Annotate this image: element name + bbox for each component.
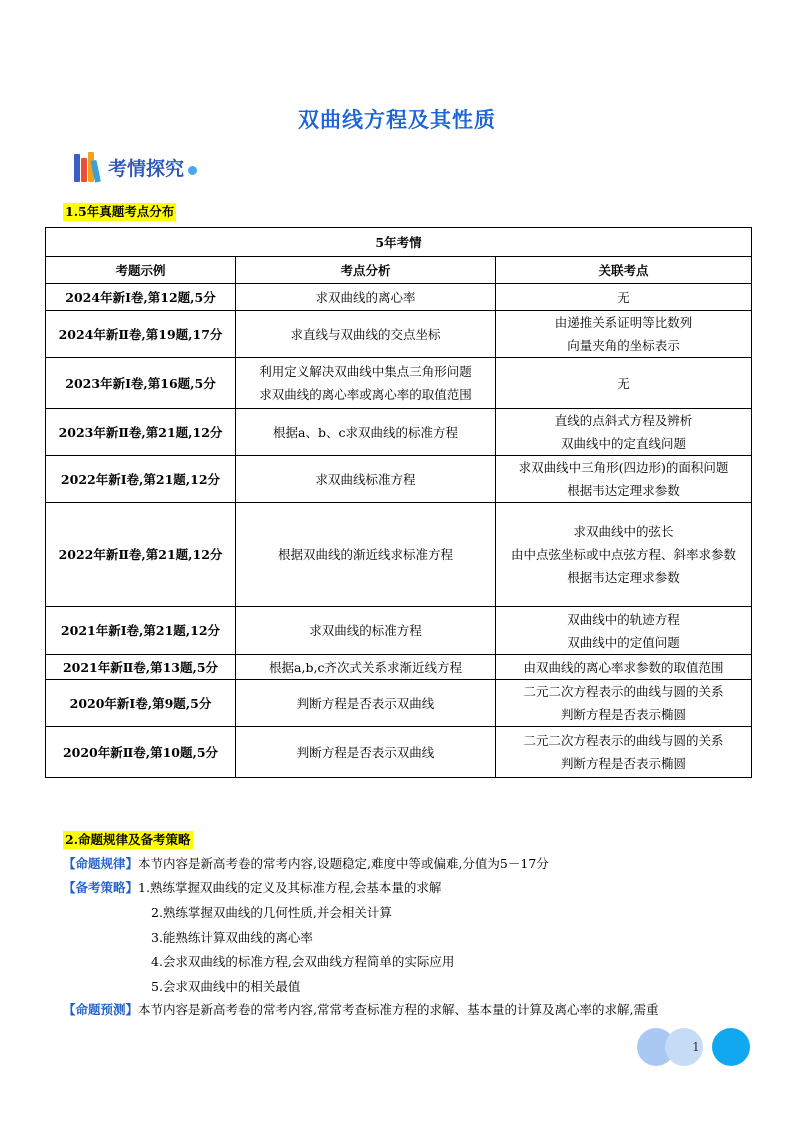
table-row: [46, 409, 752, 456]
related-cell: [496, 680, 752, 727]
exam-item: 2023年新Ⅰ卷,第16题,5分: [46, 358, 236, 409]
strategy-item: 4.会求双曲线的标准方程,会双曲线方程简单的实际应用: [151, 954, 455, 969]
related-text: 无: [617, 375, 630, 391]
predict-line: [63, 998, 763, 1021]
analysis-cell: [236, 655, 496, 680]
related-text: 二元二次方程表示的曲线与圆的关系: [523, 733, 724, 748]
dot-icon: [188, 166, 197, 175]
exam-item: 2020年新Ⅰ卷,第9题,5分: [46, 680, 236, 727]
table-row: [46, 503, 752, 607]
predict-tag: 【命题预测】: [63, 1002, 139, 1017]
table-header: 考点分析: [236, 257, 496, 284]
analysis-text: 根据a,b,c齐次式关系求渐近线方程: [269, 659, 462, 675]
exam-item: 2024年新Ⅱ卷,第19题,17分: [46, 311, 236, 358]
page-number: 1: [692, 1040, 700, 1054]
related-text: 向量夹角的坐标表示: [567, 338, 680, 353]
related-text: 二元二次方程表示的曲线与圆的关系: [523, 684, 724, 699]
section-header: [74, 150, 197, 184]
analysis-text: 求直线与双曲线的交点坐标: [290, 326, 441, 342]
related-text: 求双曲线中的弦长: [573, 524, 674, 539]
analysis-cell: [236, 607, 496, 655]
page-title: 双曲线方程及其性质: [298, 108, 496, 132]
subheading-1: 1.5年真题考点分布: [65, 204, 175, 219]
law-text: 本节内容是新高考卷的常考内容,设题稳定,难度中等或偏难,分值为5－17分: [138, 856, 549, 871]
related-text: 双曲线中的轨迹方程: [567, 611, 680, 627]
analysis-text: 判断方程是否表示双曲线: [296, 744, 435, 760]
related-text: 双曲线中的定值问题: [567, 634, 680, 650]
exam-item: 2021年新Ⅰ卷,第21题,12分: [46, 607, 236, 655]
table-row: [46, 727, 752, 778]
subheading-2: 2.命题规律及备考策略: [65, 832, 191, 847]
related-cell: [496, 727, 752, 778]
strategy-item: 2.熟练掌握双曲线的几何性质,并会相关计算: [151, 905, 392, 920]
table-row: [46, 607, 752, 655]
analysis-cell: [236, 409, 496, 456]
analysis-text: 利用定义解决双曲线中集点三角形问题: [259, 364, 472, 379]
exam-item: 2021年新Ⅱ卷,第13题,5分: [46, 655, 236, 680]
related-text: 判断方程是否表示椭圆: [560, 707, 686, 722]
analysis-cell: [236, 311, 496, 358]
table-row: [46, 311, 752, 358]
related-text: 判断方程是否表示椭圆: [560, 756, 686, 771]
exam-item: 2024年新Ⅰ卷,第12题,5分: [46, 284, 236, 311]
exam-item: 2023年新Ⅱ卷,第21题,12分: [46, 409, 236, 456]
analysis-text: 根据双曲线的渐近线求标准方程: [277, 547, 453, 562]
strategy-item: 5.会求双曲线中的相关最值: [151, 979, 301, 994]
analysis-text: 判断方程是否表示双曲线: [296, 695, 435, 711]
table-row: [46, 358, 752, 409]
related-text: 由中点弦坐标或中点弦方程、斜率求参数: [510, 547, 736, 562]
law-line: [63, 852, 763, 875]
related-cell: [496, 284, 752, 311]
related-cell: [496, 503, 752, 607]
books-icon: [74, 152, 101, 182]
related-text: 由双曲线的离心率求参数的取值范围: [523, 659, 724, 675]
table-caption: 5年考情: [46, 228, 752, 257]
analysis-cell: [236, 503, 496, 607]
analysis-text: 根据a、b、c求双曲线的标准方程: [273, 424, 458, 440]
analysis-cell: [236, 358, 496, 409]
table-header: 关联考点: [496, 257, 752, 284]
related-cell: [496, 456, 752, 503]
related-text: 根据韦达定理求参数: [567, 570, 680, 585]
strategy-item: 1.熟练掌握双曲线的定义及其标准方程,会基本量的求解: [138, 880, 442, 895]
table-header: 考题示例: [46, 257, 236, 284]
analysis-text: 求双曲线的标准方程: [309, 623, 422, 638]
related-text: 直线的点斜式方程及辨析: [554, 413, 693, 428]
related-cell: [496, 311, 752, 358]
related-cell: [496, 358, 752, 409]
related-cell: [496, 409, 752, 456]
table-row: [46, 655, 752, 680]
related-text: 双曲线中的定直线问题: [560, 436, 686, 451]
exam-item: 2022年新Ⅱ卷,第21题,12分: [46, 503, 236, 607]
law-tag: 【命题规律】: [63, 856, 139, 871]
table-row: [46, 680, 752, 727]
predict-text: 本节内容是新高考卷的常考内容,常常考查标准方程的求解、基本量的计算及离心率的求解,需重: [138, 1002, 659, 1017]
exam-item: 2020年新Ⅱ卷,第10题,5分: [46, 727, 236, 778]
related-cell: [496, 655, 752, 680]
analysis-cell: [236, 456, 496, 503]
strategy-tag: 【备考策略】: [63, 880, 139, 895]
exam-table: [45, 227, 752, 778]
section-title: 考情探究: [108, 157, 185, 180]
analysis-cell: [236, 727, 496, 778]
page-circle-right: [712, 1028, 750, 1066]
table-header-row: [46, 257, 752, 284]
related-text: 求双曲线中三角形(四边形)的面积问题: [518, 460, 729, 475]
strategy-line: [63, 876, 763, 899]
analysis-text: 求双曲线的离心率或离心率的取值范围: [259, 387, 472, 402]
related-text: 由递推关系证明等比数列: [554, 315, 693, 330]
analysis-text: 求双曲线标准方程: [315, 471, 416, 487]
strategy-item: 3.能熟练计算双曲线的离心率: [151, 930, 313, 945]
analysis-cell: [236, 284, 496, 311]
exam-item: 2022年新Ⅰ卷,第21题,12分: [46, 456, 236, 503]
related-text: 根据韦达定理求参数: [567, 483, 680, 498]
related-cell: [496, 607, 752, 655]
analysis-cell: [236, 680, 496, 727]
related-text: 无: [617, 289, 630, 305]
table-row: [46, 456, 752, 503]
table-row: [46, 284, 752, 311]
analysis-text: 求双曲线的离心率: [315, 289, 416, 305]
